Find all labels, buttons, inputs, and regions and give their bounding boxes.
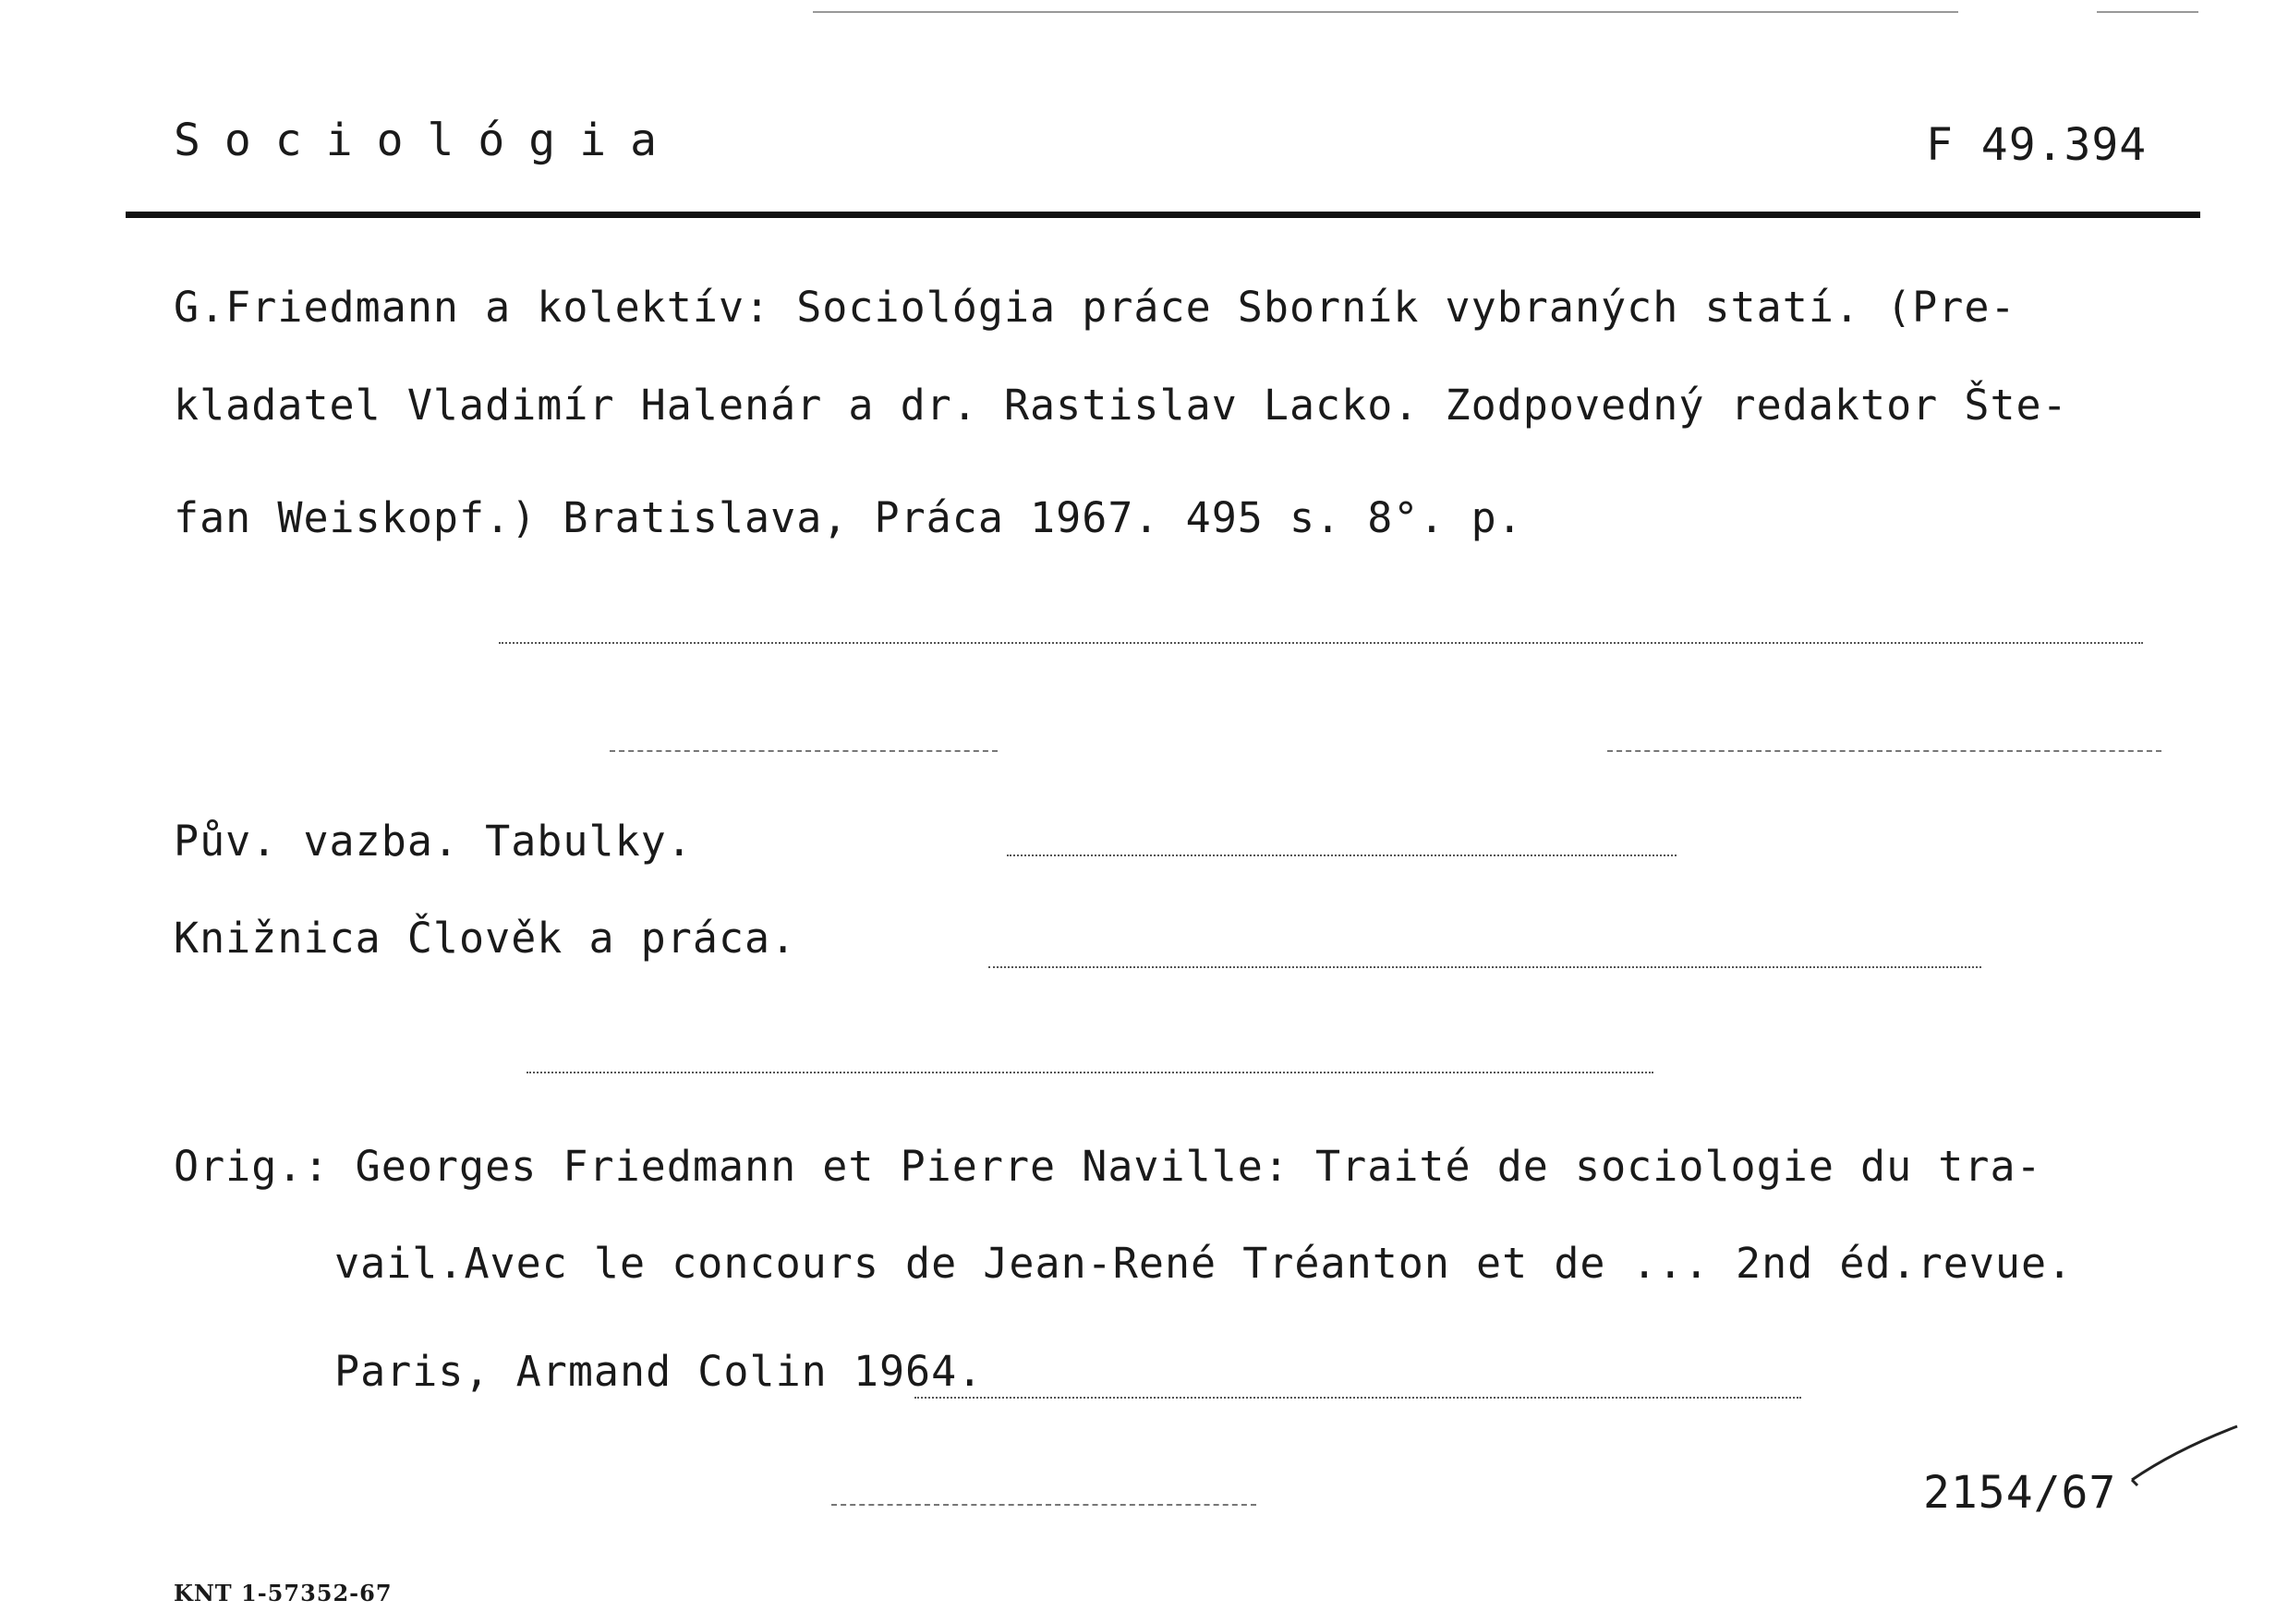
- ruled-line-2: [610, 750, 998, 752]
- ruled-line-7: [914, 1397, 1801, 1399]
- call-number: F 49.394: [1926, 119, 2148, 171]
- note-line-1: Pův. vazba. Tabulky.: [174, 817, 693, 866]
- top-edge-line: [813, 11, 1958, 13]
- entry-line-2: kladatel Vladimír Halenár a dr. Rastislav Lacko. Zodpovedný redaktor Šte-: [174, 381, 2068, 430]
- entry-line-3: fan Weiskopf.) Bratislava, Práca 1967. 495 s. 8°. p.: [174, 493, 1523, 542]
- note-line-2: Knižnica Člověk a práca.: [174, 914, 797, 963]
- print-code: KNT 1-57352-67: [174, 1580, 393, 1606]
- header-rule: [126, 212, 2200, 218]
- ruled-line-5: [988, 966, 1981, 968]
- pen-stroke-mark: [2125, 1423, 2245, 1497]
- ruled-line-3: [1607, 750, 2161, 752]
- subject-heading: Sociológia: [174, 115, 681, 166]
- orig-line-2: vail.Avec le concours de Jean-René Tréanton et de ... 2nd éd.revue.: [334, 1239, 2074, 1288]
- ruled-line-6: [527, 1072, 1653, 1073]
- ruled-line-1: [499, 642, 2143, 644]
- ruled-line-8: [831, 1504, 1256, 1506]
- ruled-line-4: [1007, 854, 1677, 856]
- entry-line-1: G.Friedmann a kolektív: Sociológia práce Sborník vybraných statí. (Pre-: [174, 283, 2016, 332]
- orig-line-3: Paris, Armand Colin 1964.: [334, 1347, 984, 1396]
- accession-number: 2154/67: [1923, 1467, 2117, 1519]
- top-edge-line-right: [2097, 11, 2198, 13]
- orig-line-1: Orig.: Georges Friedmann et Pierre Naville: Traité de sociologie du tra-: [174, 1142, 2042, 1191]
